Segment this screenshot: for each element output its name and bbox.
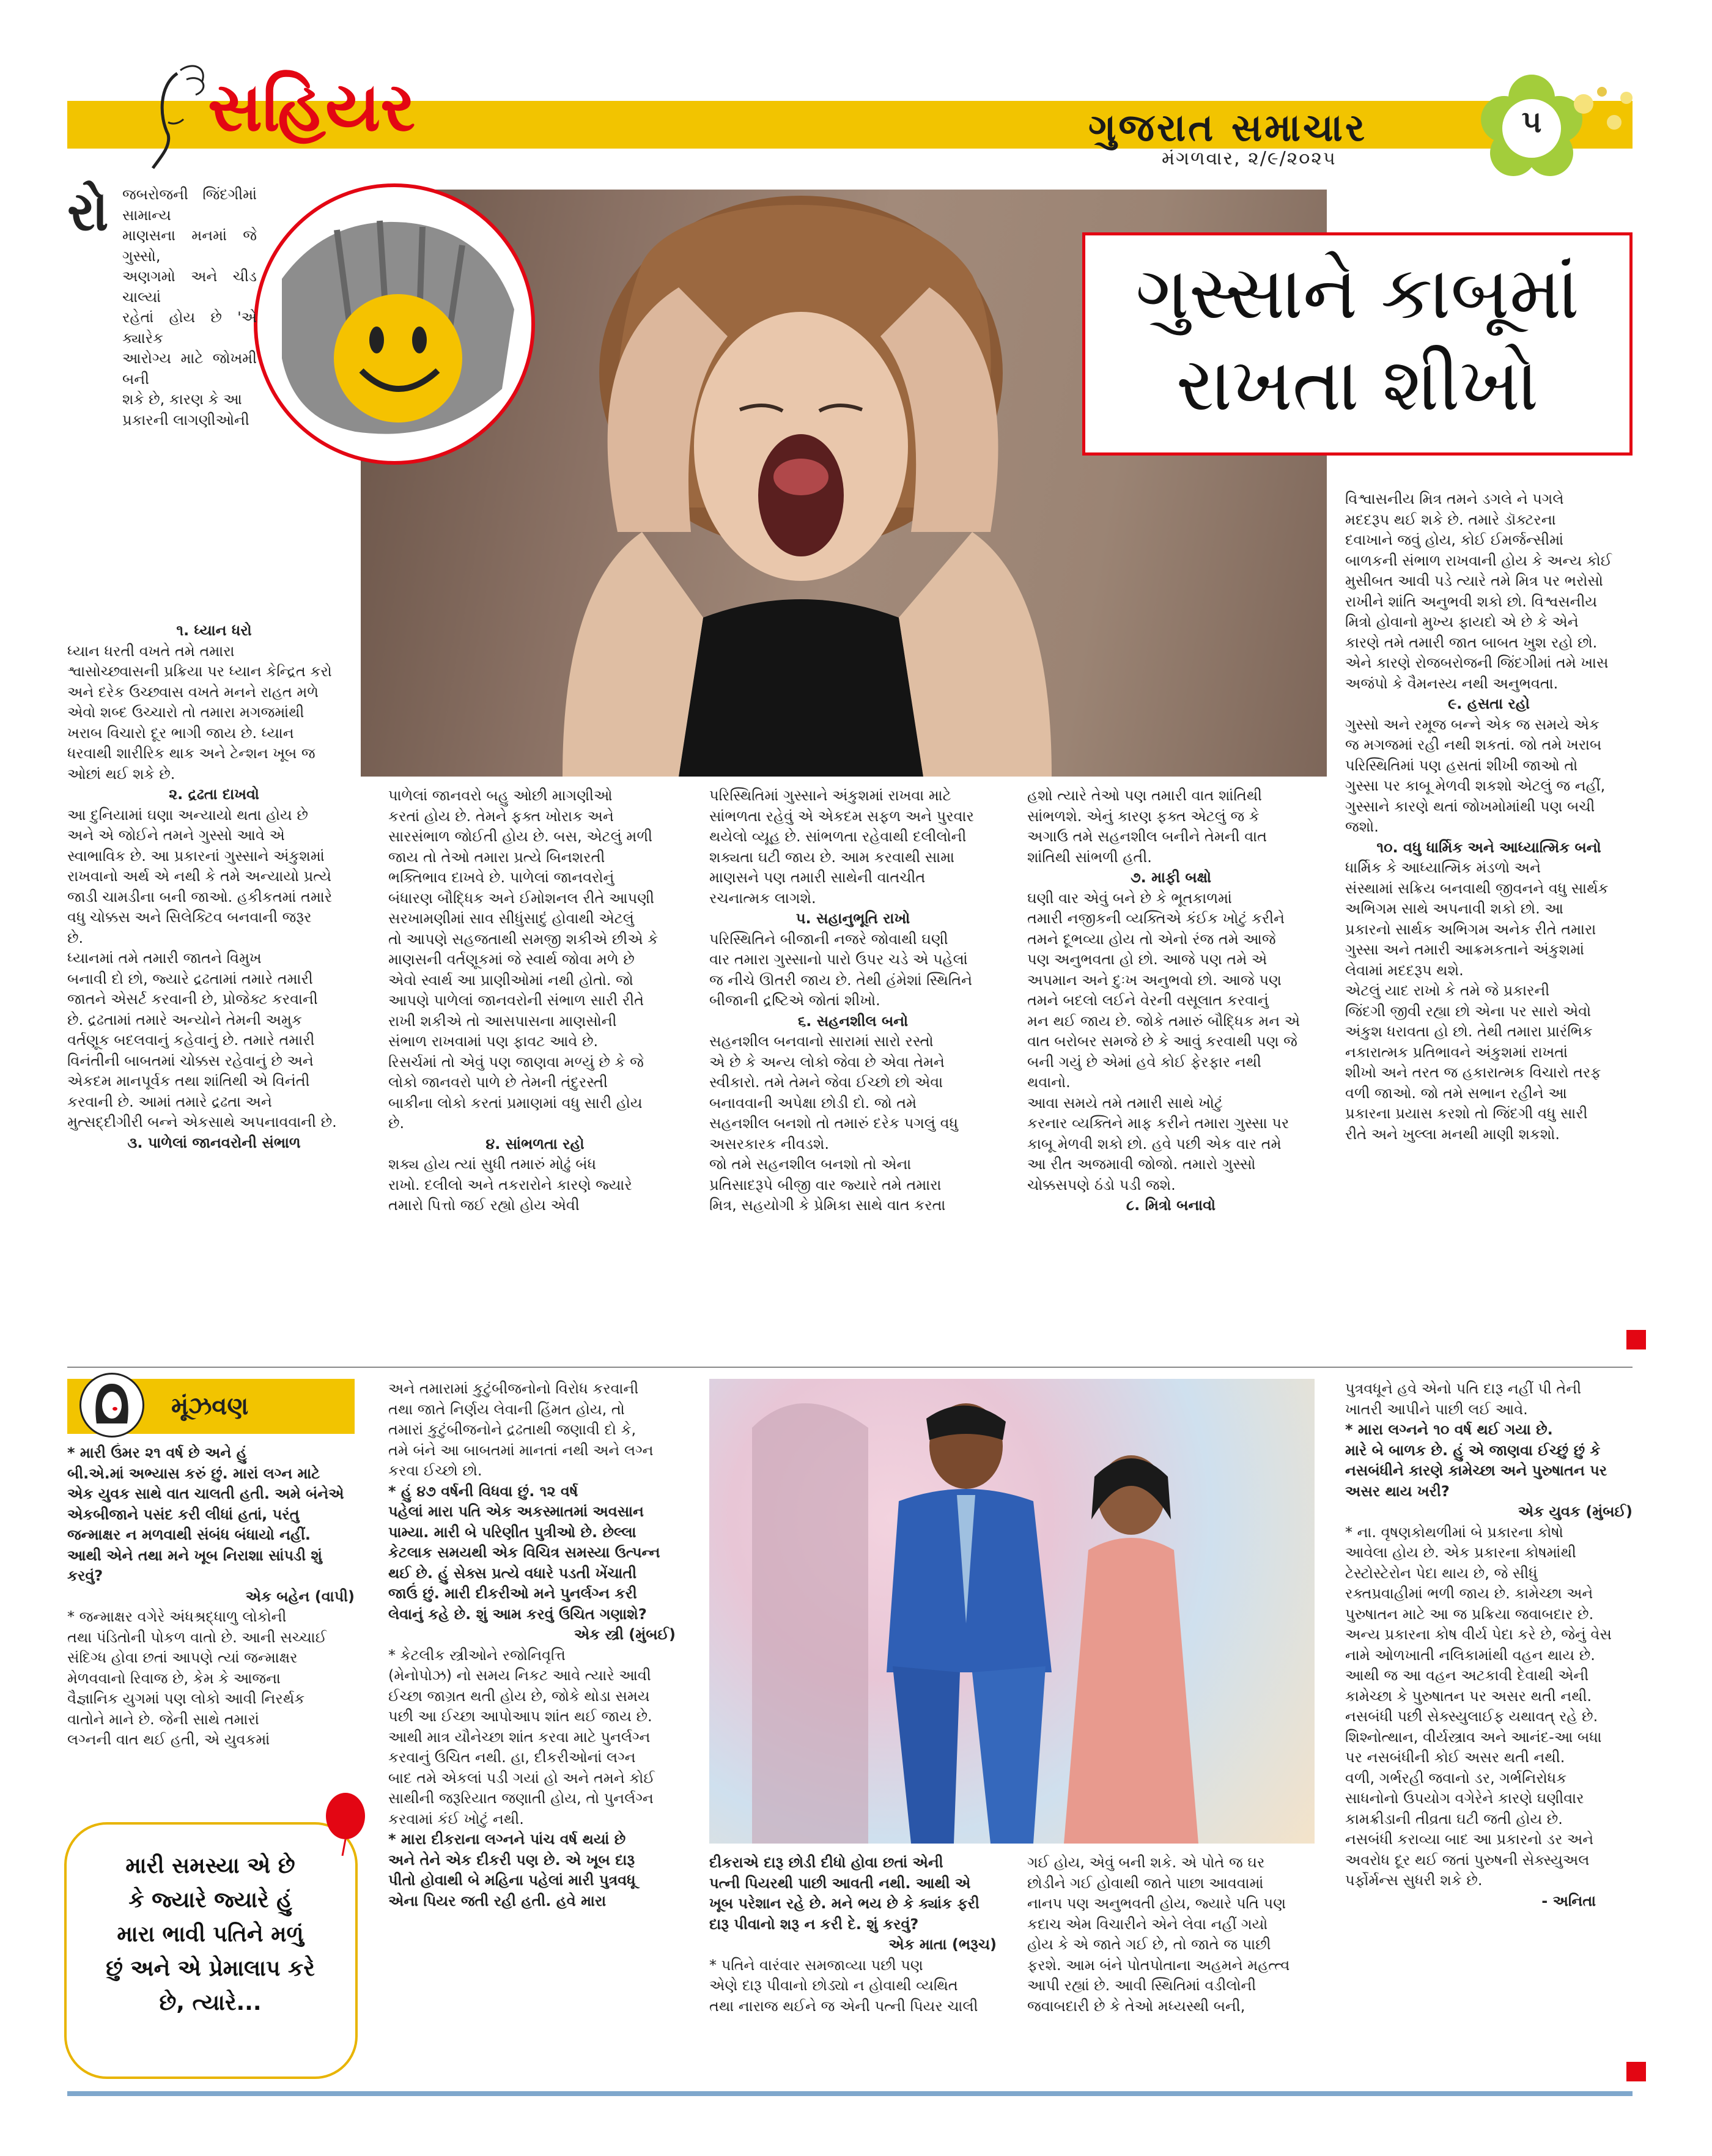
headline-line2: રાખતા શીખો — [1176, 342, 1539, 427]
couple-illustration — [709, 1379, 1315, 1844]
answer-1: * જન્માક્ષર વગેરે અંધશ્રદ્ધાળુ લોકોની તથા પંડિતોની પોકળ વાતો છે. આની સચ્ચાઈ સંદિગ્ધ હોવા છતાં આપણે ત્યાં જન્માક્ષર મેળવવાનો રિવાજ છે, કેમ કે આજના વૈજ્ઞાનિક યુગમાં પણ લોકો આવી નિરર્થક વાતોને માને છે. જેની સાથે તમારાં લગ્નની વાત થઈ હતી, એ યુવકમાં — [67, 1608, 327, 1748]
woman-avatar-icon — [79, 1373, 144, 1438]
answer-3a: * પતિને વારંવાર સમજાવ્યા પછી પણ એણે દારૂ પીવાનો છોડ્યો ન હોવાથી વ્યથિત તથા નારાજ થઈને જ એની પત્ની પિયર ચાલી — [709, 1956, 978, 2015]
pullquote-bubble — [64, 1822, 358, 2079]
advice-column-1 — [67, 1443, 355, 1822]
question-1-signature: એક બહેન (વાપી) — [245, 1587, 355, 1605]
walking-couple-illustration — [709, 1379, 1315, 1844]
para-1: ધ્યાન ધરતી વખતે તમે તમારા શ્વાસોચ્છ્વાસની પ્રક્રિયા પર ધ્યાન કેન્દ્રિત કરો અને દરેક ઉચ્છ્વાસ વખતે મનને રાહત મળે એવો શબ્દ ઉચ્ચારો તો તમારા મગજમાંથી ખરાબ વિચારો દૂર ભાગી જાય છે. ધ્યાન ધરવાથી શારીરિક થાક અને ટેન્શન ખૂબ જ ઓછાં થઈ શકે છે. — [67, 642, 332, 783]
question-3a: * મારા દીકરાના લગ્નને પાંચ વર્ષ થયાં છે અને તેને એક દીકરી પણ છે. એ ખૂબ દારૂ પીતો હોવાથી બે મહિના પહેલાં મારી પુત્રવધૂ એના પિયર જતી રહી હતી. હવે મારા — [388, 1831, 636, 1910]
subhead-8: ૮. મિત્રો બનાવો — [1126, 1197, 1216, 1214]
drop-cap: રો — [67, 179, 109, 243]
para-9: ગુસ્સો અને રમૂજ બન્ને એક જ સમયે એક જ મગજમાં રહી નથી શકતાં. જો તમે ખરાબ પરિસ્થિતિમાં પણ હસતાં શીખી જાઓ તો ગુસ્સા પર કાબૂ મેળવી શકશો એટલું જ નહીં, ગુસ્સાને કારણે થતાં જોખમોમાંથી પણ બચી જશો. — [1345, 715, 1606, 835]
section-divider — [67, 1367, 1633, 1368]
article-column-1 — [67, 621, 361, 1345]
advice-column-title: મૂંઝવણ — [171, 1392, 249, 1420]
para-4: શક્ય હોય ત્યાં સુધી તમારું મોઢું બંધ રાખો. દલીલો અને તકરારોને કારણે જ્યારે તમારો પિત્તો જઈ રહ્યો હોય એવી — [388, 1156, 632, 1214]
paper-name: ગુજરાત સમાચાર — [1088, 105, 1367, 150]
subhead-9: ૯. હસતા રહો — [1448, 695, 1530, 712]
advice-title-bar — [67, 1379, 355, 1434]
question-4: * મારા લગ્નને ૧૦ વર્ષ થઈ ગયા છે. મારે બે બાળક છે. હું એ જાણવા ઈચ્છું છું કે નસબંધીને કારણે કામેચ્છા અને પુરુષાતન પર અસર થાય ખરી? — [1345, 1421, 1607, 1500]
subhead-4: ૪. સાંભળતા રહો — [485, 1135, 585, 1153]
para-10: ધાર્મિક કે આધ્યાત્મિક મંડળો અને સંસ્થામાં સક્રિય બનવાથી જીવનને વધુ સાર્થક અભિગમ સાથે અપનાવી શકો છો. આ પ્રકારનો સાર્થક અભિગમ અનેક રીતે તમારા ગુસ્સા અને તમારી આક્રમકતાને અંકુશમાં લેવામાં મદદરૂપ થશે. એટલું યાદ રાખો કે તમે જે પ્રકારની જિંદગી જીવી રહ્યા છો એના પર સારો એવો અંકુશ ધરાવતા હો છો. તેથી તમારા પ્રારંભિક નકારાત્મક પ્રતિભાવને અંકુશમાં રાખતાં શીખો અને તરત જ હકારાત્મક વિચારો તરફ વળી જાઓ. જો તમે સભાન રહીને આ પ્રકારના પ્રયાસ કરશો તો જિંદગી વધુ સારી રીતે અને ખુલ્લા મનથી માણી શકશો. — [1345, 859, 1609, 1143]
subhead-3: ૩. પાળેલાં જાનવરોની સંભાળ — [127, 1134, 301, 1151]
para-8: વિશ્વાસનીય મિત્ર તમને ડગલે ને પગલે મદદરૂપ થઈ શકે છે. તમારે ડૉક્ટરના દવાખાને જવું હોય, કોઈ ઈમર્જન્સીમાં બાળકની સંભાળ રાખવાની હોય કે અન્ય કોઈ મુસીબત આવી પડે ત્યારે તમે મિત્ર પર ભરોસો રાખીને શાંતિ અનુભવી શકો છો. વિશ્વસનીય મિત્રો હોવાનો મુખ્ય ફાયદો એ છે કે એને કારણે તમે તમારી જાત બાબત ખુશ રહો છો. એને કારણે રોજબરોજની જિંદગીમાં તમે ખાસ અજંપો કે વૈમનસ્ય નથી અનુભવતા. — [1345, 490, 1612, 692]
headline-box — [1082, 232, 1633, 456]
answer-4: * ના. વૃષણકોથળીમાં બે પ્રકારના કોષો આવેલા હોય છે. એક પ્રકારના કોષમાંથી ટેસ્ટોસ્ટેરોન પેદા થાય છે, જે સીધું રક્તપ્રવાહીમાં ભળી જાય છે. કામેચ્છા અને પુરુષાતન માટે આ જ પ્રક્રિયા જવાબદાર છે. અન્ય પ્રકારના કોષ વીર્ય પેદા કરે છે, જેનું વેસ નામે ઓળખાતી નલિકામાંથી વહન થાય છે. આથી જ આ વહન અટકાવી દેવાથી એની કામેચ્છા કે પુરુષાતન પર અસર થતી નથી. નસબંધી પછી સેક્સ્યુલાઈફ યથાવત્ રહે છે. શિશ્નોત્થાન, વીર્યસ્ત્રાવ અને આનંદ-આ બધા પર નસબંધીની કોઈ અસર થતી નથી. વળી, ગર્ભરહી જવાનો ડર, ગર્ભનિરોધક સાધનોનો ઉપયોગ વગેરેને કારણે ઘણીવાર કામક્રીડાની તીવ્રતા ઘટી જતી હોય છે. નસબંધી કરાવ્યા બાદ આ પ્રકારનો ડર અને અવરોધ દૂર થઈ જતાં પુરુષની સેક્સ્યુઅલ પર્ફોર્મન્સ સુધરી શકે છે. — [1345, 1523, 1612, 1889]
para-6: સહનશીલ બનવાનો સારામાં સારો રસ્તો એ છે કે અન્ય લોકો જેવા છે એવા તેમને સ્વીકારો. તમે તેમને જેવા ઈચ્છો છો એવા બનાવવાની અપેક્ષા છોડી દો. જો તમે સહનશીલ બનશો તો તમારું દરેક પગલું વધુ અસરકારક નીવડશે. જો તમે સહનશીલ બનશો તો એના પ્રતિસાદરૂપે બીજી વાર જ્યારે તમે તમારા મિત્ર, સહયોગી કે પ્રેમિકા સાથે વાત કરતા — [709, 1033, 958, 1214]
stress-ball-hand-illustration — [257, 187, 533, 462]
section-logo: સહિયર — [208, 67, 416, 146]
subhead-5: ૫. સહાનુભૂતિ રાખો — [795, 910, 910, 927]
para-6b: હશો ત્યારે તેઓ પણ તમારી વાત શાંતિથી સાંભળશે. એનું કારણ ફક્ત એટલું જ કે અગાઉ તમે સહનશીલ બનીને તેમની વાત શાંતિથી સાંભળી હતી. — [1027, 787, 1267, 866]
para-4b: પરિસ્થિતિમાં ગુસ્સાને અંકુશમાં રાખવા માટે સાંભળતા રહેવું એ એકદમ સફળ અને પુરવાર થયેલો વ્યૂહ છે. સાંભળતા રહેવાથી દલીલોની શક્યતા ઘટી જાય છે. આમ કરવાથી સામા માણસને પણ તમારી સાથેની વાતચીત રચનાત્મક લાગશે. — [709, 787, 974, 907]
advice-column-4 — [1027, 1853, 1315, 2079]
article-column-5 — [1345, 489, 1633, 1345]
subhead-2: ૨. દ્રઢતા દાખવો — [169, 786, 259, 803]
article-column-2 — [388, 786, 682, 1345]
advice-column-5 — [1345, 1379, 1633, 2076]
para-3: પાળેલાં જાનવરો બહુ ઓછી માગણીઓ કરતાં હોય છે. તેમને ફક્ત ખોરાક અને સારસંભાળ જોઈતી હોય છે. બસ, એટલું મળી જાય તો તેઓ તમારા પ્રત્યે બિનશરતી ભક્તિભાવ દાખવે છે. પાળેલાં જાનવરોનું બંધારણ બૌદ્ધિક અને ઈમોશનલ રીતે આપણી સરખામણીમાં સાવ સીધુંસાદું હોવાથી એટલું તો આપણે સહજતાથી સમજી શકીએ છીએ કે માણસની વર્તણૂકમાં જે સ્વાર્થ જોવા મળે છે એવો સ્વાર્થ આ પ્રાણીઓમાં નથી હોતો. જો આપણે પાળેલાં જાનવરોની સંભાળ સારી રીતે રાખી શકીએ તો આસપાસના માણસોની સંભાળ રાખવામાં પણ ફાવટ આવે છે. રિસર્ચમાં તો એવું પણ જાણવા મળ્યું છે કે જે લોકો જાનવરો પાળે છે તેમની તંદુરસ્તી બાકીના લોકો કરતાં પ્રમાણમાં વધુ સારી હોય છે. — [388, 787, 659, 1132]
bottom-rule — [67, 2091, 1633, 2096]
question-2-signature: એક સ્ત્રી (મુંબઈ) — [574, 1626, 676, 1643]
para-7: ઘણી વાર એવું બને છે કે ભૂતકાળમાં તમારી નજીકની વ્યક્તિએ કંઈક ખોટું કરીને તમને દૂભવ્યા હોય તો એનો રંજ તમે આજે પણ અનુભવતા હો છો. આજે પણ તમે એ અપમાન અને દુઃખ અનુભવો છો. આજે પણ તમને બદલો લઈને વેરની વસૂલાત કરવાનું મન થઈ જાય છે. જોકે તમારું બૌદ્ધિક મન એ વાત બરોબર સમજે છે કે આવું કરવાથી પણ જે બની ગયું છે એમાં હવે કોઈ ફેરફાર નથી થવાનો. આવા સમયે તમે તમારી સાથે ખોટું કરનાર વ્યક્તિને માફ કરીને તમારા ગુસ્સા પર કાબૂ મેળવી શકો છો. હવે પછી એક વાર તમે આ રીત અજમાવી જોજો. તમારો ગુસ્સો ચોક્કસપણે ઠંડો પડી જશે. — [1027, 889, 1301, 1194]
subhead-7: ૭. માફી બક્ષો — [1130, 869, 1212, 886]
intro-text-narrow — [122, 185, 257, 429]
pullquote-text: મારી સમસ્યા એ છે કે જ્યારે જ્યારે હું મારા ભાવી પતિને મળું છું અને એ પ્રેમાલાપ કરે છે, ત્યારે... — [106, 1853, 315, 2015]
page-number: ૫ — [1521, 104, 1542, 139]
subhead-10: ૧૦. વધુ ધાર્મિક અને આધ્યાત્મિક બનો — [1376, 838, 1601, 856]
article-end-marker — [1626, 1330, 1646, 1349]
subhead-1: ૧. ધ્યાન ધરો — [176, 622, 252, 639]
question-4-signature: એક યુવક (મુંબઈ) — [1518, 1503, 1633, 1520]
date-line: મંગળવાર, ૨/૯/૨૦૨૫ — [1162, 148, 1337, 169]
answer-3c: પુત્રવધૂને હવે એનો પતિ દારૂ નહીં પી તેની ખાતરી આપીને પાછી લઈ આવે. — [1345, 1380, 1582, 1418]
stress-ball-inset — [254, 183, 535, 465]
intro-paragraph: જબરોજની જિંદગીમાં સામાન્ય માણસના મનમાં જે ગુસ્સો, અણગમો અને ચીડ ચાલ્યાં રહેતાં હોય છે 'એ ક્યારેક આરોગ્ય માટે જોખમી બની શકે છે, કારણ કે આ પ્રકારની લાગણીઓની — [122, 186, 257, 429]
question-3b: દીકરાએ દારૂ છોડી દીધો હોવા છતાં એની પત્ની પિયરથી પાછી આવતી નથી. આથી એ ખૂબ પરેશાન રહે છે. મને ભય છે કે ક્યાંક ફરી દારૂ પીવાનો શરૂ ન કરી દે. શું કરવું? — [709, 1854, 980, 1933]
para-2: આ દુનિયામાં ઘણા અન્યાયો થતા હોય છે અને એ જોઈને તમને ગુસ્સો આવે એ સ્વાભાવિક છે. આ પ્રકારનાં ગુસ્સાને અંકુશમાં રાખવાનો અર્થ એ નથી કે તમે અન્યાયો પ્રત્યે જાડી ચામડીના બની જાઓ. હકીકતમાં તમારે વધુ ચોક્કસ અને સિલેક્ટિવ બનવાની જરૂર છે. ધ્યાનમાં તમે તમારી જાતને વિમુખ બનાવી દો છો, જ્યારે દ્રઢતામાં તમારે તમારી જાતને એસર્ટ કરવાની છે, પ્રોજેક્ટ કરવાની છે. દ્રઢતામાં તમારે અન્યોને તેમની અમુક વર્તણૂક બદલવાનું કહેવાનું છે. તમારે તમારી વિનંતીની બાબતમાં ચોક્કસ રહેવાનું છે અને એકદમ માનપૂર્વક તથા શાંતિથી એ વિનંતી કરવાની છે. આમાં તમારે દ્રઢતા અને મુત્સદ્દીગીરી બન્ને એકસાથે અપનાવવાની છે. — [67, 806, 337, 1131]
advice-column-3 — [709, 1853, 997, 2079]
question-3-signature: એક માતા (ભરૂચ) — [888, 1936, 997, 1953]
article-column-3 — [709, 786, 997, 1345]
red-balloon-icon — [318, 1792, 373, 1859]
answer-1b: અને તમારામાં કુટુંબીજનોનો વિરોધ કરવાની તથા જાતે નિર્ણય લેવાની હિંમત હોય, તો તમારાં કુટુંબીજનોને દ્રઢતાથી જણાવી દો કે, તમે બંને આ બાબતમાં માનતાં નથી અને લગ્ન કરવા ઈચ્છો છો. — [388, 1380, 654, 1479]
answer-2: * કેટલીક સ્ત્રીઓને રજોનિવૃત્તિ (મેનોપોઝ) નો સમય નિકટ આવે ત્યારે આવી ઈચ્છા જાગ્રત થતી હોય છે, જોકે થોડા સમય પછી આ ઈચ્છા આપોઆપ શાંત થઈ જાય છે. આથી માત્ર યૌનેચ્છા શાંત કરવા માટે પુનર્લગ્ન કરવાનું ઉચિત નથી. હા, દીકરીઓનાં લગ્ન બાદ તમે એકલાં પડી ગયાં હો અને તમને કોઈ સાથીની જરૂરિયાત જણાતી હોય, તો પુનર્લગ્ન કરવામાં કંઈ ખોટું નથી. — [388, 1646, 655, 1828]
article-column-4 — [1027, 786, 1315, 1345]
question-2: * હું ૪૭ વર્ષની વિધવા છું. ૧૨ વર્ષ પહેલાં મારા પતિ એક અકસ્માતમાં અવસાન પામ્યા. મારી બે પરિણીત પુત્રીઓ છે. છેલ્લા કેટલાક સમયથી એક વિચિત્ર સમસ્યા ઉત્પન્ન થઈ છે. હું સેક્સ પ્રત્યે વધારે પડતી ખેંચાતી જાઉં છું. મારી દીકરીઓ મને પુનર્લગ્ન કરી લેવાનું કહે છે. શું આમ કરવું ઉચિત ગણાશે? — [388, 1482, 660, 1623]
headline-line1: ગુસ્સાને કાબૂમાં — [1135, 251, 1579, 336]
answer-3b: ગઈ હોય, એવું બની શકે. એ પોતે જ ઘર છોડીને ગઈ હોવાથી જાતે પાછા આવવામાં નાનપ પણ અનુભવતી હોય, જ્યારે પતિ પણ કદાચ એમ વિચારીને એને લેવા નહીં ગયો હોય કે એ જાતે ગઈ છે, તો જાતે જ પાછી ફરશે. આમ બંને પોતપોતાના અહમને મહત્ત્વ આપી રહ્યાં છે. આવી સ્થિતિમાં વડીલોની જવાબદારી છે કે તેઓ મધ્યસ્થી બની, — [1027, 1854, 1290, 2015]
author-signature: - અનિતા — [1541, 1892, 1596, 1910]
advice-end-marker — [1626, 2062, 1646, 2081]
advice-column-2 — [388, 1379, 676, 2100]
subhead-6: ૬. સહનશીલ બનો — [797, 1012, 909, 1030]
question-1: * મારી ઉંમર ૨૧ વર્ષ છે અને હું બી.એ.માં અભ્યાસ કરું છું. મારાં લગ્ન માટે એક યુવક સાથે વાત ચાલતી હતી. અમે બંનેએ એકબીજાને પસંદ કરી લીધાં હતાં, પરંતુ જન્માક્ષર ન મળવાથી સંબંધ બંધાયો નહીં. આથી એને તથા મને ખૂબ નિરાશા સાંપડી શું કરવું? — [67, 1444, 344, 1584]
para-5: પરિસ્થિતિને બીજાની નજરે જોવાથી ઘણી વાર તમારા ગુસ્સાનો પારો ઉપર ચડે એ પહેલાં જ નીચે ઊતરી જાય છે. તેથી હંમેશાં સ્થિતિને બીજાની દ્રષ્ટિએ જોતાં શીખો. — [709, 930, 973, 1009]
decorative-flowers-icon — [1565, 79, 1639, 153]
